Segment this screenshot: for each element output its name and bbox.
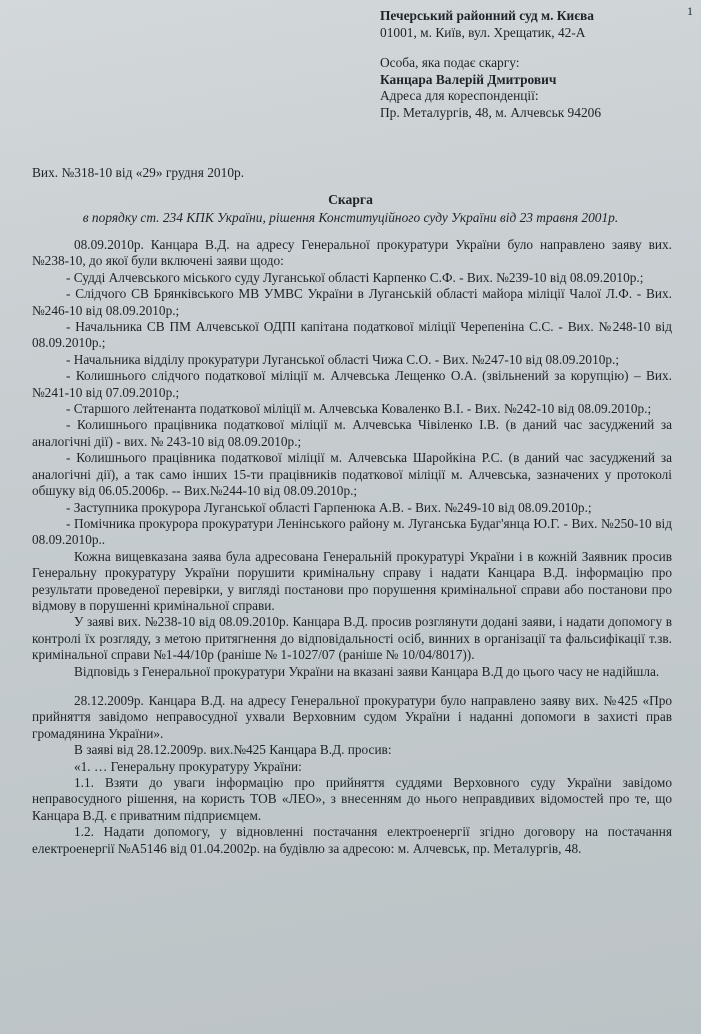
paragraph: 08.09.2010р. Канцара В.Д. на адресу Генеральної прокуратури України було направлено заяву вих. №238-10, до якої були включені заяви щодо: xyxy=(32,237,672,269)
court-address: 01001, м. Київ, вул. Хрещатик, 42-А xyxy=(380,24,586,40)
list-item: - Судді Алчевського міського суду Луганської області Карпенко С.Ф. - Вих. №239-10 від 08.09.2010р.; xyxy=(66,269,644,285)
document-subtitle: в порядку ст. 234 КПК України, рішення Конституційного суду України від 23 травня 2001р. xyxy=(82,210,619,225)
list-item: - Колишнього слідчого податкової міліції м. Алчевська Лещенко О.А. (звільнений за корупцію) – Вих.№241-10 від 07.09.2010р.; xyxy=(32,368,672,400)
paragraph: В заяві від 28.12.2009р. вих.№425 Канцара В.Д. просив: xyxy=(74,742,392,758)
applicant-name: Канцара Валерій Дмитрович xyxy=(380,71,557,87)
paragraph: «1. … Генеральну прокуратуру України: xyxy=(74,758,302,774)
paragraph: Кожна вищевказана заява була адресована Генеральній прокуратурі України і в кожній Заявник просив Генеральну прокуратуру України порушити кримінальну справу і надати Канцара В.Д. інформацію про результати проведеної перевірки, у вигляді постанови про порушення кримінальної справи або постанови про відмову в порушенні кримінальної справи. xyxy=(32,548,672,613)
page-number: 1 xyxy=(687,4,693,18)
list-item: - Начальника відділу прокуратури Луганської області Чижа С.О. - Вих. №247-10 від 08.09.2010р.; xyxy=(66,351,620,367)
outgoing-reference: Вих. №318-10 від «29» грудня 2010р. xyxy=(32,165,245,180)
mail-address: Пр. Металургів, 48, м. Алчевськ 94206 xyxy=(380,104,602,120)
list-item: - Колишнього працівника податкової міліції м. Алчевська Чівіленко І.В. (в даний час засуджений за аналогічні дії) - вих. № 243-10 від 08.09.2010р.; xyxy=(32,417,672,449)
paragraph: Відповідь з Генеральної прокуратури України на вказані заяви Канцара В.Д до цього часу не надійшла. xyxy=(74,663,660,679)
mail-label: Адреса для кореспонденції: xyxy=(380,88,539,103)
paragraph: 1.1. Взяти до уваги інформацію про прийняття суддями Верховного суду України завідомо неправосудного рішення, на користь ТОВ «ЛЕО», з внесенням до нього неправдивих відомостей про те, що Канцара В.Д. є приватним підприємцем. xyxy=(32,775,672,823)
paragraph: 28.12.2009р. Канцара В.Д. на адресу Генеральної прокуратури було направлено заяву вих. №425 «Про прийняття завідомо неправосудної ухвали Верховним судом України і наданні допомоги в захисті прав громадянина України». xyxy=(32,692,672,741)
document-title: Скарга xyxy=(328,192,373,207)
list-item: - Слідчого СВ Брянківського МВ УМВС України в Луганській області майора міліції Чалої Л.Ф. - Вих. №246-10 від 08.09.2010р.; xyxy=(32,286,672,318)
list-item: - Колишнього працівника податкової міліції м. Алчевська Шаройкіна Р.С. (в даний час засуджений за аналогічні дії), а так само інших 15-ти працівників податкової міліції м. Алчевська, зазначених у протоколі обшуку від 06.05.2006р. -- Вих.№244-10 від 08.09.2010р.; xyxy=(32,450,672,499)
paragraph: 1.2. Надати допомогу, у відновленні постачання електроенергії згідно договору на постачання електроенергії №А5146 від 01.04.2002р. на будівлю за адресою: м. Алчевськ, пр. Металургів, 48. xyxy=(32,824,672,856)
document-body xyxy=(32,237,672,857)
court-name: Печерський районний суд м. Києва xyxy=(380,8,594,23)
addressee-block xyxy=(380,8,695,121)
paragraph: У заяві вих. №238-10 від 08.09.2010р. Канцара В.Д. просив розглянути додані заяви, і надати допомогу в контролі їх розгляду, з метою притягнення до відповідальності осіб, винних в організації та фальсифікації т.зв. кримінальної справи №1-44/10р (раніше № 1-1027/07 (раніше № 10/04/8017)). xyxy=(32,614,672,663)
list-item: - Помічника прокурора прокуратури Ленінського району м. Луганська Будаг'янца Ю.Г. - Вих. №250-10 від 08.09.2010р.. xyxy=(32,515,672,548)
list-item: - Начальника СВ ПМ Алчевської ОДПІ капітана податкової міліції Черепеніна С.С. - Вих. №248-10 від 08.09.2010р.; xyxy=(32,319,672,351)
list-item: - Заступника прокурора Луганської області Гарпенюка А.В. - Вих. №249-10 від 08.09.2010р.; xyxy=(66,499,592,515)
applicant-label: Особа, яка подає скаргу: xyxy=(380,55,520,70)
list-item: - Старшого лейтенанта податкової міліції м. Алчевська Коваленко В.І. - Вих. №242-10 від 08.09.2010р.; xyxy=(66,401,652,417)
